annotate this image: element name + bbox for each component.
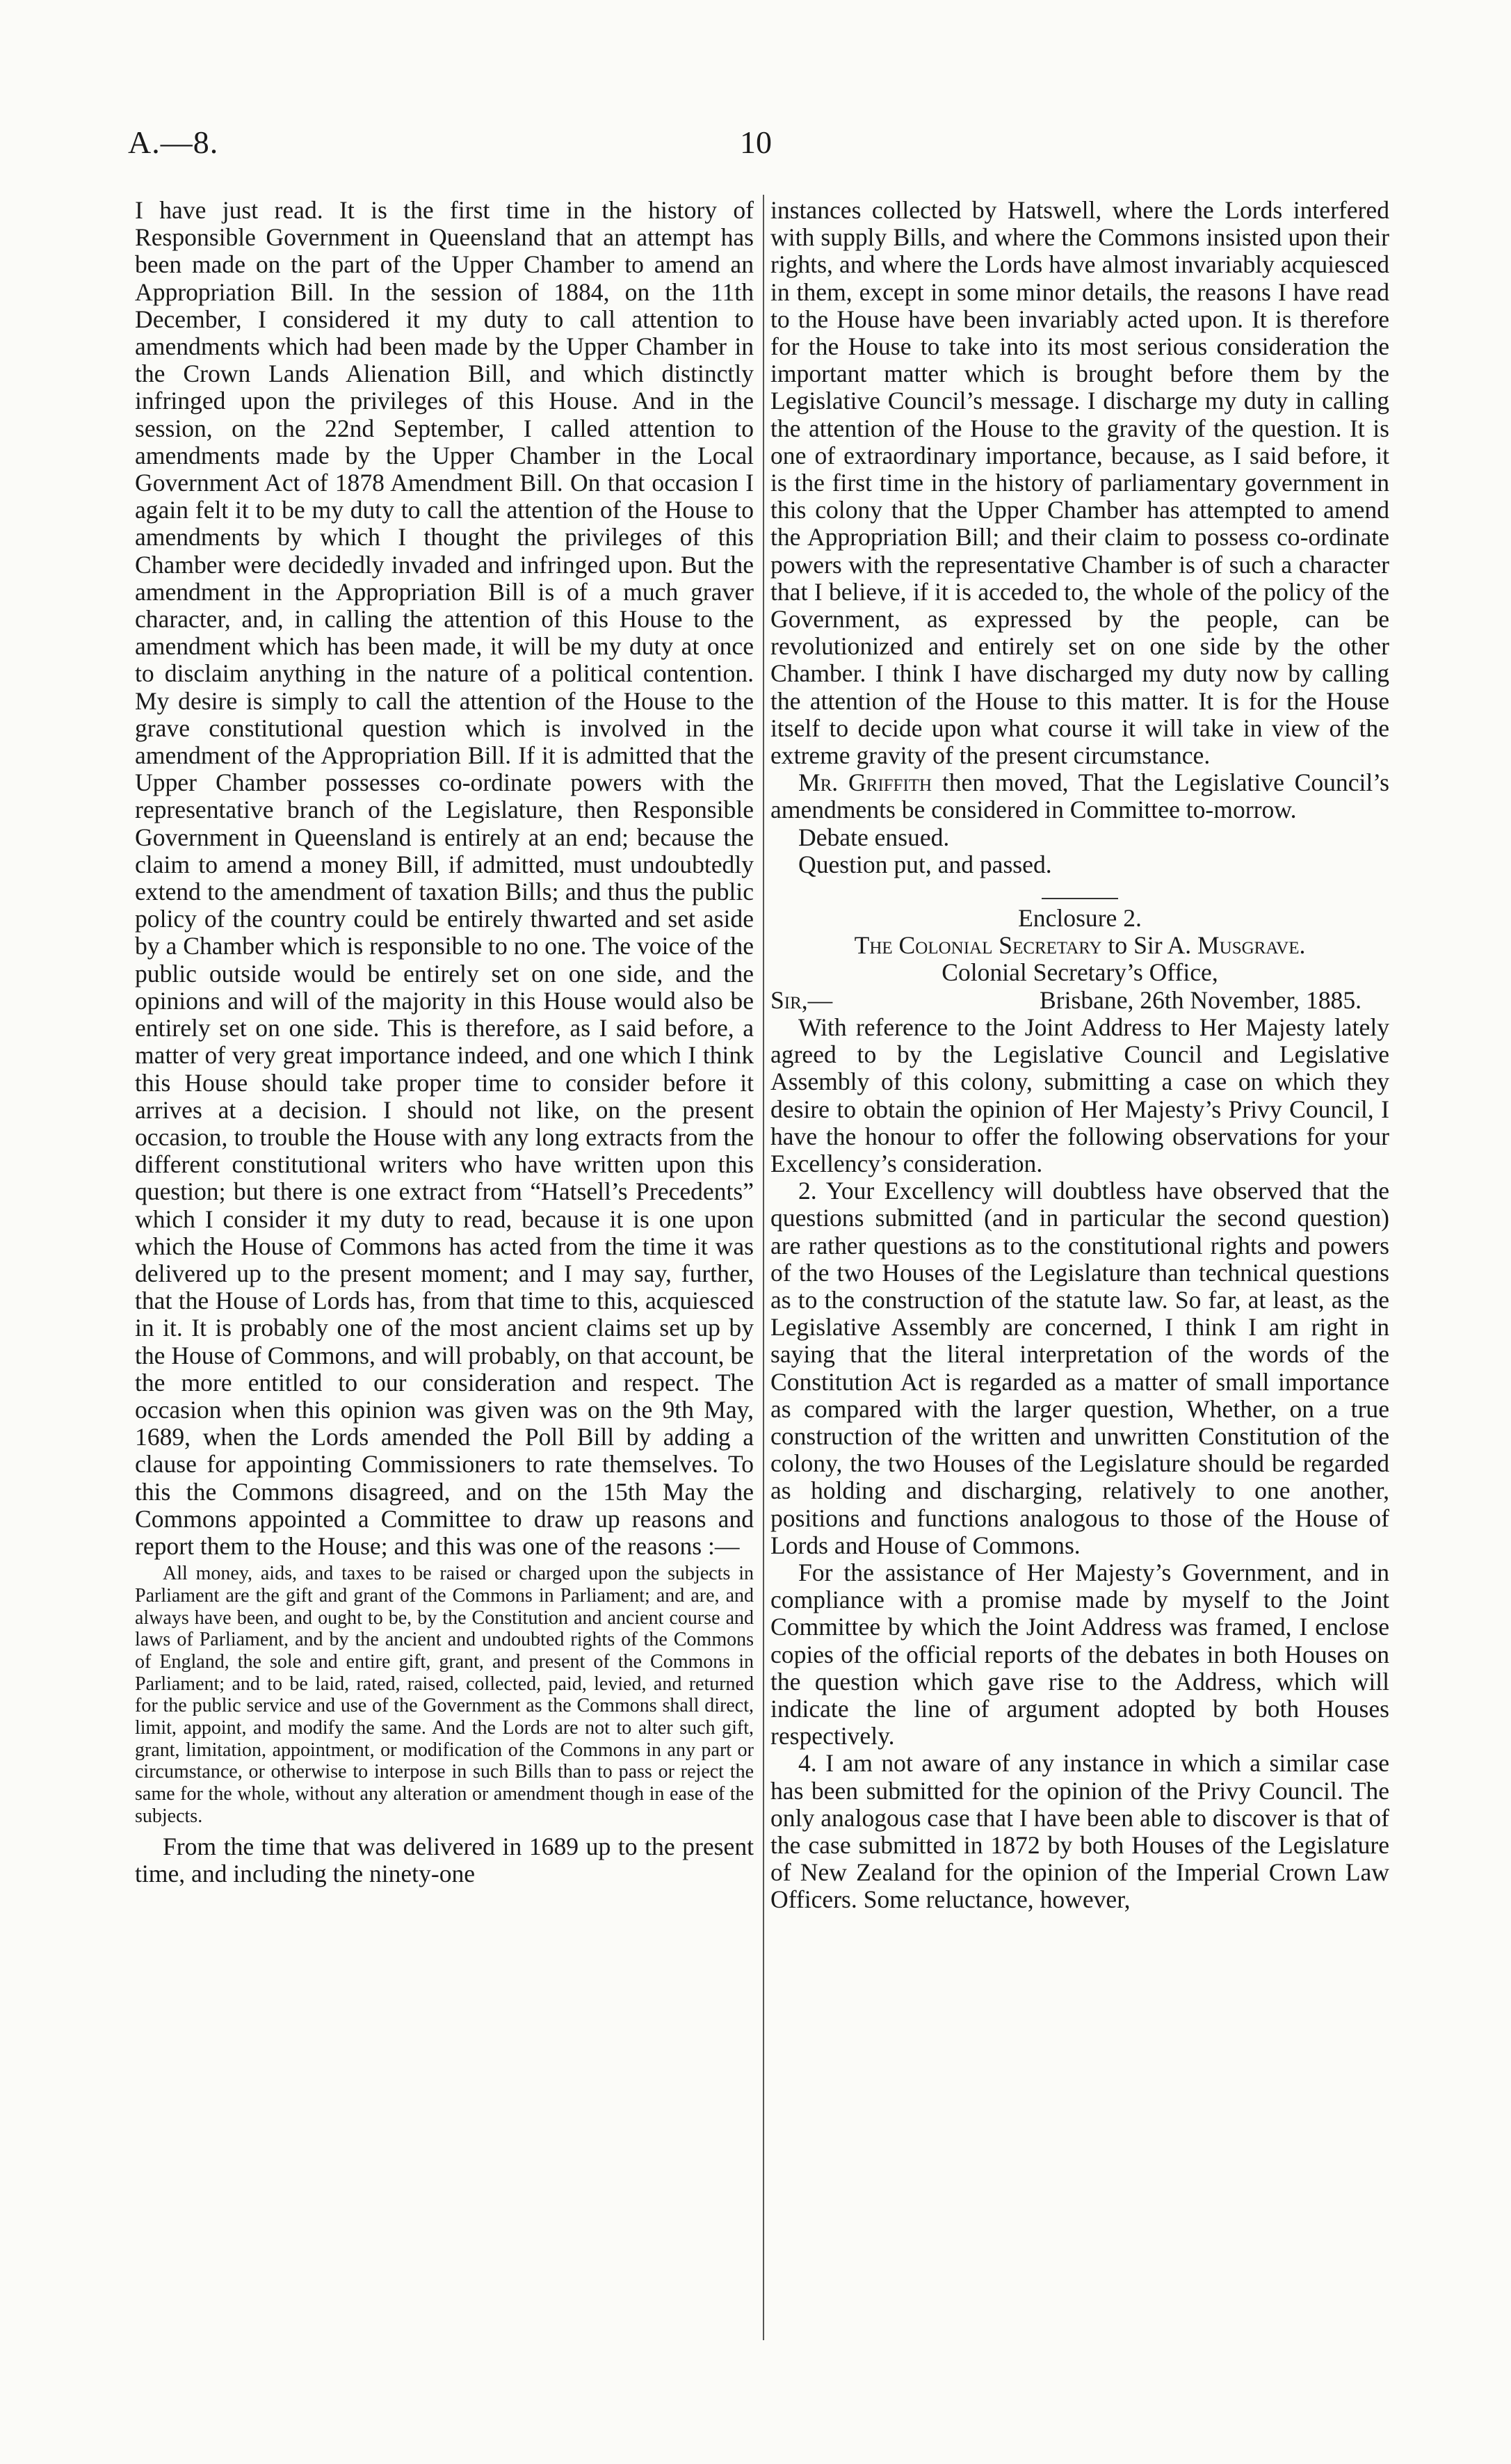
letter-paragraph-1: With reference to the Joint Address to Her Majesty lately agreed to by the Legislative Council and Legislative Assembly of this colony, submitting a case on which they desire to obtain the opinion of Her Majesty’s Privy Council, I have the honour to offer the following observations for your Excellency’s consideration. [770, 1013, 1389, 1177]
letter-from: The Colonial Secretary [854, 931, 1102, 960]
letter-paragraph-3: For the assistance of Her Majesty’s Government, and in compliance with a promise made by myself to the Joint Committee by which the Joint Address was framed, I enclose copies of the official reports of the debates in both Houses on the question which gave rise to the Address, which will indicate the line of argument adopted by both Houses respectively. [770, 1558, 1389, 1750]
hatsell-quote: All money, aids, and taxes to be raised or charged upon the subjects in Parliament are the gift and grant of the Commons in Parliament; and are, and always have been, and ought to be, by the Constitution and ancient course and laws of Parliament, and by the ancient and undoubted rights of the Commons of England, the sole and entire gift, grant, and present of the Commons in Parliament; and to be laid, rated, raised, collected, paid, levied, and returned for the public service and use of the Government as the Commons shall direct, limit, appoint, and modify the same. And the Lords are not to alter such gift, grant, limitation, appointment, or modification of the Commons in any part or circumstance, or otherwise to interpose in such Bills than to pass or reject the same for the whole, without any alteration or amendment though in ease of the subjects. [135, 1563, 754, 1827]
page-number: 10 [740, 124, 772, 160]
griffith-motion [770, 769, 1389, 823]
left-column [135, 197, 754, 1887]
office-line: Colonial Secretary’s Office, [942, 958, 1218, 987]
section-rule [1042, 898, 1118, 899]
letter-mid: to Sir A. [1101, 931, 1198, 960]
document-reference: A.—8. [128, 124, 219, 160]
salutation-line [770, 987, 1389, 1014]
motion-text: then moved, That the Legislative Council’s amendments be considered in Committee to-morrow. [770, 768, 1390, 824]
place-date: Brisbane, 26th November, 1885. [1040, 985, 1361, 1014]
right-column [770, 197, 1389, 1914]
left-paragraph-1: I have just read. It is the first time in the history of Responsible Government in Queensland that an attempt has been made on the part of the Upper Chamber to amend an Appropriation Bill. In the session of 1884, on the 11th December, I considered it my duty to call attention to amendments which had been made by the Upper Chamber in the Crown Lands Alienation Bill, and which distinctly infringed upon the privileges of this House. And in the session, on the 22nd September, I called attention to amendments made by the Upper Chamber in the Local Government Act of 1878 Amendment Bill. On that occasion I again felt it to be my duty to call the attention of the House to amendments by which I thought the privileges of this Chamber were decidedly invaded and infringed upon. But the amendment in the Appropriation Bill is of a much graver character, and, in calling the attention of this House to the amendment which has been made, it will be my duty at once to disclaim anything in the nature of a political contention. My desire is simply to call the attention of the House to the grave constitutional question which is involved in the amendment of the Appropriation Bill. If it is admitted that the Upper Chamber possesses co-ordinate powers with the representative branch of the Legislature, then Responsible Government in Queensland is entirely at an end; because the claim to amend a money Bill, if admitted, must undoubtedly extend to the amendment of taxation Bills; and thus the public policy of the country could be entirely thwarted and set aside by a Chamber which is responsible to no one. The voice of the public outside would be entirely set on one side, and the opinions and will of the majority in this House would also be entirely set on one side. This is therefore, as I said before, a matter of very great importance indeed, and one which I think this House should take proper time to consider before it arrives at a decision. I should not like, on the present occasion, to trouble the House with any long extracts from the different constitutional writers who have written upon this question; but there is one extract from “Hatsell’s Precedents” which I consider it my duty to read, because it is one upon which the House of Commons has acted from the time it was delivered up to the present moment; and I may say, further, that the House of Lords has, from that time to this, acquiesced in it. It is probably one of the most ancient claims set up by the House of Commons, and will probably, on that account, be the more entitled to our consideration and respect. The occasion when this opinion was given was on the 9th May, 1689, when the Lords amended the Poll Bill by adding a clause for appointing Commissioners to rate themselves. To this the Commons disagreed, and on the 15th May the Commons appointed a Committee to draw up reasons and report them to the House; and this was one of the reasons :— [135, 196, 754, 1560]
enclosure-title: Enclosure 2. [1018, 904, 1142, 933]
letter-paragraph-2: 2. Your Excellency will doubtless have observed that the questions submitted (and in particular the second question) are rather questions as to the constitutional rights and powers of the two Houses of the Legislature than technical questions as to the construction of the statute law. So far, at least, as the Legislative Assembly are concerned, I think I am right in saying that the literal interpretation of the words of the Constitution Act is regarded as a matter of small importance as compared with the larger question, Whether, on a true construction of the written and unwritten Constitution of the colony, the two Houses of the Legislature should be regarded as holding and discharging, relatively to one another, positions and functions analogous to those of the House of Lords and House of Commons. [770, 1177, 1389, 1559]
debate-ensued: Debate ensued. [798, 823, 950, 851]
letter-paragraph-4: 4. I am not aware of any instance in which a similar case has been submitted for the opinion of the Privy Council. The only analogous case that I have been able to discover is that of the case submitted in 1872 by both Houses of the Legislature of New Zealand for the opinion of the Imperial Crown Law Officers. Some reluctance, however, [770, 1749, 1389, 1914]
letter-heading [770, 932, 1389, 959]
column-divider [763, 195, 764, 2340]
question-passed: Question put, and passed. [798, 850, 1052, 878]
left-paragraph-2: From the time that was delivered in 1689 up to the present time, and including the ninety-one [135, 1832, 754, 1887]
salutation: Sir,— [770, 985, 833, 1014]
speaker-name: Mr. Griffith [798, 768, 932, 797]
letter-to: Musgrave. [1197, 931, 1306, 960]
right-paragraph-1: instances collected by Hatswell, where the Lords interfered with supply Bills, and where the Commons insisted upon their rights, and where the Lords have almost invariably acquiesced in them, except in some minor details, the reasons I have read to the House have been invariably acted upon. It is therefore for the House to take into its most serious consideration the important matter which is brought before them by the Legislative Council’s message. I discharge my duty in calling the attention of the House to the gravity of the question. It is one of extraordinary importance, because, as I said before, it is the first time in the history of parliamentary government in this colony that the Upper Chamber has attempted to amend the Appropriation Bill; and their claim to possess co-ordinate powers with the representative Chamber is of such a character that I believe, if it is acceded to, the whole of the policy of the Government, as expressed by the people, can be revolutionized and entirely set on one side by the other Chamber. I think I have discharged my duty now by calling the attention of the House to this matter. It is for the House itself to decide upon what course it will take in view of the extreme gravity of the present circumstance. [770, 196, 1389, 770]
